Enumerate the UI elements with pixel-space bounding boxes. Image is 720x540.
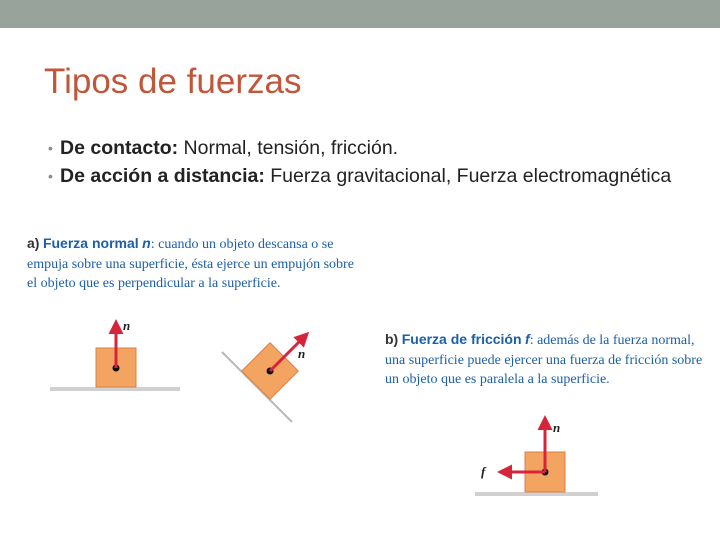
vector-label-n: n: [298, 346, 306, 361]
bullet-term: De acción a distancia:: [60, 165, 265, 187]
bullet-term: De contacto:: [60, 137, 179, 159]
caption-symbol: f: [525, 331, 530, 347]
caption-text: : además de la fuerza normal, una superficie puede ejercer una fuerza de fricción sobre un objeto que es paralela a la superficie.: [385, 333, 703, 387]
caption-label: b): [385, 331, 399, 347]
caption-heading: Fuerza normal: [42, 235, 139, 251]
bullet-text: Fuerza gravitacional, Fuerza electromagnética: [264, 165, 672, 187]
friction-block-diagram: [475, 418, 598, 496]
flat-block-diagram: [50, 318, 180, 391]
bullet-dot-icon: •: [48, 168, 53, 184]
ground-surface: [475, 492, 598, 496]
slide-title: Tipos de fuerzas: [44, 62, 302, 101]
vector-label-n: n: [123, 318, 131, 333]
caption-text: : cuando un objeto descansa o se empuja sobre una superficie, ésta ejerce un empujón sobre el objeto que es perpendicular a la superficie.: [27, 237, 354, 291]
bullet-dot-icon: •: [48, 140, 53, 156]
caption-label: a): [27, 235, 40, 251]
caption-symbol: n: [142, 235, 151, 251]
ground-surface: [50, 387, 180, 391]
vector-label-f: f: [481, 464, 486, 479]
incline-block-diagram: [222, 334, 307, 422]
bullet-text: Normal, tensión, fricción.: [178, 137, 399, 159]
caption-heading: Fuerza de fricción: [401, 331, 522, 347]
vector-label-n: n: [553, 420, 561, 435]
